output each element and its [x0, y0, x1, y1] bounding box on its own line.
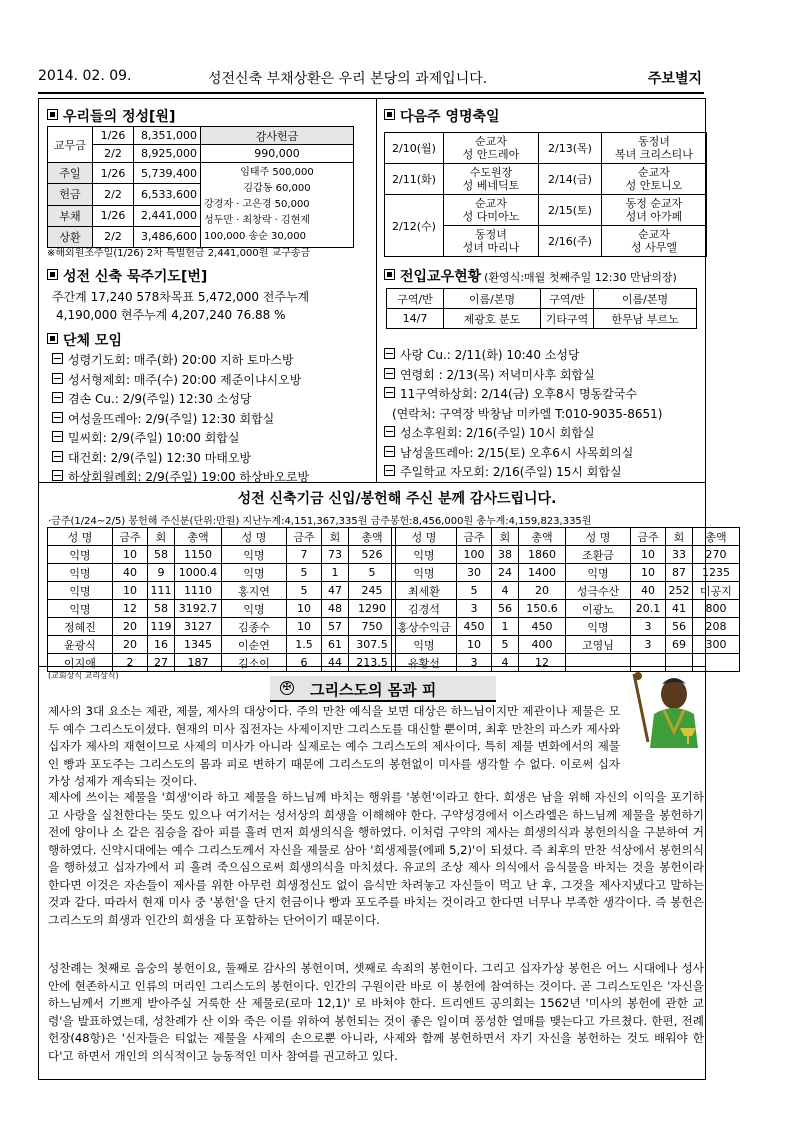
bulletin-slogan: 성전신축 부채상환은 우리 본당의 과제입니다.: [208, 71, 488, 87]
fund-header-cell: 성 명: [392, 528, 457, 546]
fund-cell: [631, 654, 666, 672]
fund-cell: 5: [349, 564, 396, 582]
fund-cell: 5: [287, 564, 322, 582]
fund-cell: 2: [113, 654, 148, 672]
fund-cell: 40: [631, 582, 666, 600]
fund-cell: 38: [492, 546, 519, 564]
group-item: 하상회월례회: 2/9(주일) 19:00 하상바오로방: [52, 468, 309, 485]
fund-header-cell: 금주: [113, 528, 148, 546]
fund-cell: 10: [631, 564, 666, 582]
fund-cell: 69: [666, 636, 693, 654]
fund-cell: 73: [322, 546, 349, 564]
fund-cell: 57: [322, 618, 349, 636]
bullet-icon: [52, 451, 63, 462]
fund-cell: 미공지: [693, 582, 740, 600]
fund-cell: 윤광식: [48, 636, 113, 654]
fund-cell: 김소이: [222, 654, 287, 672]
fund-cell: 187: [175, 654, 222, 672]
fund-cell: 750: [349, 618, 396, 636]
fund-cell: 1235: [693, 564, 740, 582]
article-paragraph-2: 제사에 쓰이는 제물을 '희생'이라 하고 제물을 하느님께 바치는 행위를 '봉헌'이라고 한다. 희생은 남을 위해 자신의 이익을 포기하고 사랑을 실천한다는 뜻도 있으나 여기서는 성서상의 희생을 이해해야 한다. 구약성경에서 이스라엘은 하느님께 제물을 봉헌하기 전에 양이나 소 같은 짐승을 잡아 피를 흘려 먼저 희생의식을 행하였다. 이처럼 구약의 제사는 희생의식과 봉헌의식을 구분하여 거행하였다. 신약시대에는 예수 그리스도께서 자신을 제물로 삼아 '희생제물(에페 5,2)'이 되셨다. 즉 최후의 만찬 석상에서 봉헌의식을 행하셨고 십자가에서 피 흘려 죽으심으로써 희생의식을 마치셨다. 유교의 조상 제사 의식에서 음식물을 바치는 것을 봉헌이라 한다면 이것은 자손들이 제사를 위한 아무런 희생정신도 없이 음식만 차려놓고 자신들이 먹고 난 후, 그것을 제사지냈다고 말하는 것과 같다. 따라서 현재 미사 중 '봉헌'을 단지 헌금이나 빵과 포도주를 바치는 것이라고 한다면 너무나 부족한 생각이다. 즉 봉헌은 그리스도의 희생과 인간의 희생을 다 포함하는 단어이기 때문이다.: [48, 790, 704, 927]
fund-row: [392, 564, 740, 582]
fund-cell: 6: [287, 654, 322, 672]
fund-cell: 87: [666, 564, 693, 582]
fund-summary: ·금주(1/24~2/5) 봉헌해 주신분(단위:만원) 지난누계:4,151,367,335원 금주봉헌:8,456,000원 총누계:4,159,823,335원: [48, 516, 592, 527]
fund-cell: 270: [693, 546, 740, 564]
fund-row: [48, 654, 396, 672]
fund-cell: 526: [349, 546, 396, 564]
offerings-table: 교무금 1/26 8,351,000 감사헌금 2/2 8,925,000 990,000 주일 1/26 5,739,400 임태주 500,000 김갑동 60,000 강경자 · 고은경 50,000 성두만 · 최창락 · 김현제 100,000 송순 30,000 헌금 2/2 6,533,600 부채 1/26 2,441,000 상환 2/2 3,486,600: [47, 126, 354, 248]
fund-cell: 1150: [175, 546, 222, 564]
bullet-icon: [384, 446, 395, 457]
fund-cell: 김경석: [392, 600, 457, 618]
fund-cell: 10: [287, 618, 322, 636]
bulletin-header: [38, 66, 704, 90]
fund-header-cell: 총액: [519, 528, 566, 546]
bullet-icon: [384, 348, 395, 359]
fund-cell: 이지애: [48, 654, 113, 672]
fund-cell: 3: [457, 654, 492, 672]
fund-header-cell: 성 명: [566, 528, 631, 546]
fund-cell: 119: [148, 618, 175, 636]
fund-cell: 27: [148, 654, 175, 672]
fund-cell: 20: [519, 582, 566, 600]
fund-cell: 익명: [48, 582, 113, 600]
fund-cell: [566, 654, 631, 672]
fund-cell: 12: [519, 654, 566, 672]
fund-cell: 1345: [175, 636, 222, 654]
fund-cell: 3127: [175, 618, 222, 636]
fund-cell: 9: [148, 564, 175, 582]
thanks-header: 감사헌금: [201, 127, 354, 145]
fund-cell: 5: [492, 636, 519, 654]
fund-cell: 58: [148, 546, 175, 564]
fund-cell: 20: [113, 618, 148, 636]
fund-header-cell: 성 명: [222, 528, 287, 546]
group-item: 주일학교 자모회: 2/16(주일) 15시 회합실: [384, 463, 622, 480]
fund-row: [392, 546, 740, 564]
fund-cell: 10: [113, 582, 148, 600]
fund-header-cell: 회: [666, 528, 693, 546]
column-divider: [376, 98, 377, 482]
priest-chalice-illustration: [626, 670, 704, 748]
fund-cell: 1290: [349, 600, 396, 618]
fund-cell: 16: [148, 636, 175, 654]
fund-cell: 245: [349, 582, 396, 600]
fund-cell: 익명: [222, 600, 287, 618]
fund-header-cell: 총액: [693, 528, 740, 546]
fund-cell: 10: [457, 636, 492, 654]
fund-header-cell: 금주: [631, 528, 666, 546]
fund-cell: 3192.7: [175, 600, 222, 618]
newcomers-table: 구역/반 이름/본명 구역/반 이름/본명 14/7 제광호 분도 기타구역 한무남 부르노: [386, 288, 697, 329]
prayer-title: 성전 신축 묵주기도[번]: [47, 266, 207, 286]
group-item: 밀씨회: 2/9(주일) 10:00 회합실: [52, 429, 239, 446]
fund-cell: 1: [492, 618, 519, 636]
newcomers-title: 전입교우현황 (환영식:매월 첫째주일 12:30 만남의장): [384, 266, 677, 286]
bullet-icon: [384, 387, 395, 398]
fund-cell: 20: [113, 636, 148, 654]
fund-cell: 조환금: [566, 546, 631, 564]
group-item: 성령기도회: 매주(화) 20:00 지하 토마스방: [52, 351, 294, 368]
fund-cell: 3: [631, 636, 666, 654]
fund-cell: 익명: [392, 546, 457, 564]
fund-cell: 익명: [222, 546, 287, 564]
fund-cell: 10: [631, 546, 666, 564]
fund-table-1: [47, 527, 396, 672]
fund-cell: 3: [631, 618, 666, 636]
fund-cell: 10: [287, 600, 322, 618]
fund-row: [392, 636, 740, 654]
fund-row: [48, 582, 396, 600]
fund-cell: 10: [113, 546, 148, 564]
fund-cell: 48: [322, 600, 349, 618]
bullet-icon: [52, 470, 63, 481]
fund-cell: 익명: [48, 564, 113, 582]
fund-cell: 47: [322, 582, 349, 600]
article-title-box: [270, 676, 496, 702]
fund-cell: 이순연: [222, 636, 287, 654]
fund-cell: 7: [287, 546, 322, 564]
group-item: 겸손 Cu.: 2/9(주일) 12:30 소성당: [52, 390, 252, 407]
prayer-line-1: 주간계 17,240 578차목표 5,472,000 전주누계: [52, 290, 310, 304]
fund-cell: 20.1: [631, 600, 666, 618]
offerings-title: 우리들의 정성[원]: [47, 106, 175, 126]
bullet-icon: [384, 426, 395, 437]
fund-row: [48, 546, 396, 564]
fund-title: 성전 신축기금 신입/봉헌해 주신 분께 감사드립니다.: [237, 491, 557, 507]
fund-cell: 성극수산: [566, 582, 631, 600]
fund-cell: 고영님: [566, 636, 631, 654]
cross-icon: ✠: [280, 681, 294, 695]
offerings-note: ※해외원조주일(1/26) 2차 특별헌금 2,441,000원 교구송금: [47, 248, 311, 259]
fund-cell: 익명: [566, 564, 631, 582]
fund-cell: 익명: [222, 564, 287, 582]
fund-cell: 정혜진: [48, 618, 113, 636]
feast-table: 2/10(월) 순교자 성 안드레아 2/13(목) 동정녀 복녀 크리스티나 2/11(화) 수도원장 성 베네딕토 2/14(금) 순교자 성 안토니오 2/12(수) 순교자 성 다미아노 2/15(토) 동정 순교자 성녀 아가페 동정녀 성녀 마리나 2/16(주) 순교자 성 사무엘: [384, 132, 707, 257]
fund-cell: 1110: [175, 582, 222, 600]
fund-cell: [666, 654, 693, 672]
fund-cell: 홍상수익금: [392, 618, 457, 636]
fund-row: [48, 636, 396, 654]
fund-cell: 300: [693, 636, 740, 654]
fund-cell: 150.6: [519, 600, 566, 618]
fund-header-cell: 성 명: [48, 528, 113, 546]
fund-cell: 유황선: [392, 654, 457, 672]
article-source: (교회상식 교리상식): [48, 671, 119, 680]
fund-cell: 450: [519, 618, 566, 636]
group-item: 여성울뜨레아: 2/9(주일) 12:30 회합실: [52, 410, 274, 427]
fund-cell: 800: [693, 600, 740, 618]
fund-header-cell: 회: [492, 528, 519, 546]
fund-row: [48, 600, 396, 618]
fund-cell: 익명: [392, 564, 457, 582]
fund-header-cell: 총액: [349, 528, 396, 546]
fund-cell: 홍지연: [222, 582, 287, 600]
fund-cell: 58: [148, 600, 175, 618]
fund-header-cell: 금주: [287, 528, 322, 546]
bullet-icon: [52, 353, 63, 364]
fund-cell: 30: [457, 564, 492, 582]
bullet-icon: [384, 465, 395, 476]
fund-cell: 33: [666, 546, 693, 564]
fund-cell: 400: [519, 636, 566, 654]
fund-cell: 41: [666, 600, 693, 618]
article-paragraph-1: 제사의 3대 요소는 제관, 제물, 제사의 대상이다. 주의 만찬 예식을 보면 대상은 하느님이지만 제관이나 제물은 모두 예수 그리스도이셨다. 현재의 미사 집전자는 사제이지만 그리스도를 대신할 뿐이며, 최후 만찬의 파스카 제사와 십자가 제사의 재현이므로 사제의 미사가 아니라 실제로는 예수 그리스도의 제사이다. 특히 제물 변화에서의 제물인 빵과 포도주는 그리스도의 몸과 피로 변하기 때문에 그리스도의 봉헌없이 미사를 생각할 수 없다. 이로써 십자가상 성제가 계속되는 것이다.: [48, 704, 620, 788]
fund-cell: 40: [113, 564, 148, 582]
bulletin-tag: 주보별지: [647, 71, 702, 87]
header-rule: [38, 92, 704, 94]
fund-cell: 익명: [392, 636, 457, 654]
fund-cell: [693, 654, 740, 672]
fund-row: [392, 582, 740, 600]
fund-header-cell: 총액: [175, 528, 222, 546]
groups-title: 단체 모임: [47, 330, 122, 350]
bullet-icon: [384, 368, 395, 379]
feast-title: 다음주 영명축일: [384, 106, 500, 126]
fund-row: [48, 618, 396, 636]
group-item: 11구역하상회: 2/14(금) 오후8시 명동칼국수: [384, 385, 637, 402]
bullet-icon: [52, 373, 63, 384]
fund-row: [48, 564, 396, 582]
fund-row: [392, 600, 740, 618]
fund-cell: 김종수: [222, 618, 287, 636]
fund-cell: 450: [457, 618, 492, 636]
fund-cell: 1: [322, 564, 349, 582]
fund-row: [392, 618, 740, 636]
fund-cell: 4: [492, 654, 519, 672]
offer-label-1: 교무금: [48, 127, 93, 163]
fund-cell: 이광노: [566, 600, 631, 618]
fund-cell: 익명: [566, 618, 631, 636]
article-paragraph-3: 성찬례는 첫째로 음숭의 봉헌이요, 둘째로 감사의 봉헌이며, 셋째로 속죄의 봉헌이다. 그리고 십자가상 봉헌은 어느 시대에나 성사 안에 현존하시고 인류의 머리인 그리스도의 봉헌이다. 인간의 구원이란 바로 이 봉헌에 참여하는 것이다. 곧 그리스도인은 '자신을 하느님께서 기쁘게 받아주실 거룩한 산 제물로(로마 12,1)' 로 바쳐야 한다. 트리엔트 공의회는 1562년 '미사의 봉헌에 관한 교령'을 발표하였는데, 성찬례가 산 이와 죽은 이를 위하여 봉헌되는 것이 좋은 일이며 풍성한 열매를 맺는다고 가르쳤다. 한편, 전례헌장(48항)은 '신자들은 티없는 제물을 사제의 손으로뿐 아니라, 사제와 함께 봉헌하면서 자기 자신을 봉헌하는 것도 배워야 한다'고 하면서 개인의 의식적이고 능동적인 미사 참여를 권고하고 있다.: [48, 961, 704, 1063]
fund-cell: 61: [322, 636, 349, 654]
fund-cell: 208: [693, 618, 740, 636]
fund-cell: 익명: [48, 546, 113, 564]
prayer-line-2: 4,190,000 현주누계 4,207,240 76.88 %: [56, 308, 286, 322]
bullet-icon: [52, 412, 63, 423]
fund-cell: 44: [322, 654, 349, 672]
article-title: 그리스도의 몸과 피: [310, 681, 437, 699]
fund-cell: 5: [457, 582, 492, 600]
group-item: (연락처: 구역장 박창남 미카엘 T:010-9035-8651): [392, 406, 663, 421]
thanks-list: 임태주 500,000 김갑동 60,000 강경자 · 고은경 50,000 성두만 · 최창락 · 김현제 100,000 송순 30,000: [201, 163, 354, 248]
fund-header-cell: 금주: [457, 528, 492, 546]
group-item: 대건회: 2/9(주일) 12:30 마태오방: [52, 449, 251, 466]
fund-header-cell: 회: [322, 528, 349, 546]
fund-cell: 3: [457, 600, 492, 618]
bullet-icon: [52, 431, 63, 442]
fund-cell: 56: [492, 600, 519, 618]
group-item: 사랑 Cu.: 2/11(화) 10:40 소성당: [384, 346, 580, 363]
fund-cell: 익명: [48, 600, 113, 618]
group-item: 남성울뜨레아: 2/15(토) 오후6시 사목회의실: [384, 444, 633, 461]
fund-cell: 4: [492, 582, 519, 600]
fund-cell: 56: [666, 618, 693, 636]
fund-cell: 100: [457, 546, 492, 564]
fund-cell: 1.5: [287, 636, 322, 654]
fund-cell: 1400: [519, 564, 566, 582]
fund-cell: 12: [113, 600, 148, 618]
fund-cell: 24: [492, 564, 519, 582]
fund-row: [392, 654, 740, 672]
bullet-icon: [52, 392, 63, 403]
fund-cell: 252: [666, 582, 693, 600]
fund-cell: 213.5: [349, 654, 396, 672]
fund-table-2: [391, 527, 740, 672]
fund-header-cell: 회: [148, 528, 175, 546]
group-item: 성서형제회: 매주(수) 20:00 제준이냐시오방: [52, 371, 301, 388]
fund-cell: 1860: [519, 546, 566, 564]
group-item: 성소후원회: 2/16(주일) 10시 회합실: [384, 424, 595, 441]
fund-cell: 111: [148, 582, 175, 600]
group-item: 연령회 : 2/13(목) 저녁미사후 회합실: [384, 366, 595, 383]
thanks-total: 990,000: [201, 145, 354, 163]
fund-cell: 5: [287, 582, 322, 600]
fund-cell: 최세환: [392, 582, 457, 600]
fund-cell: 1000.4: [175, 564, 222, 582]
bulletin-date: 2014. 02. 09.: [38, 68, 132, 84]
fund-cell: 307.5: [349, 636, 396, 654]
